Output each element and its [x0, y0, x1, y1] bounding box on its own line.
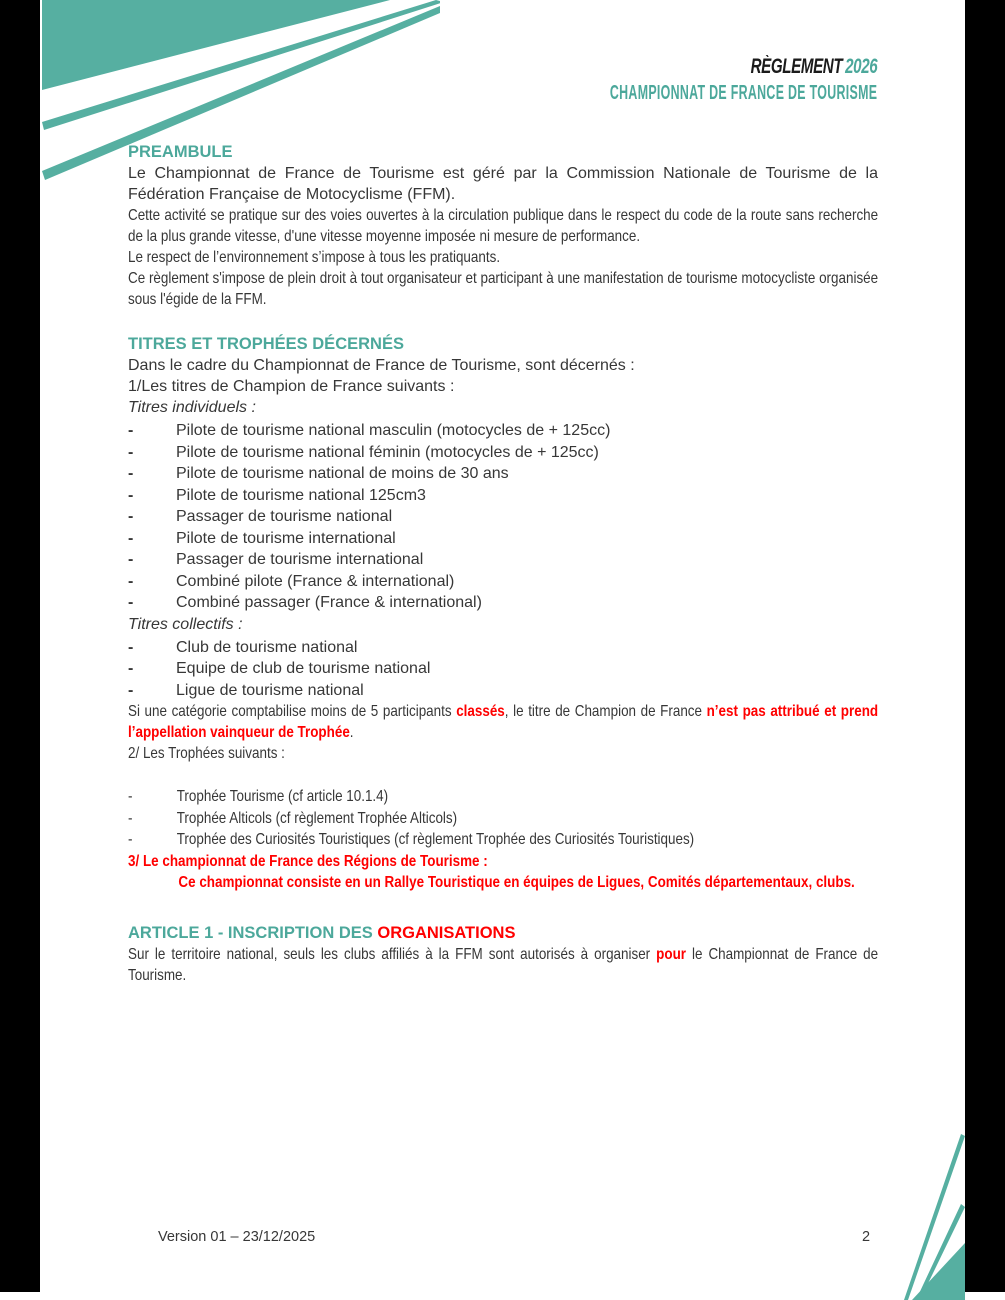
list-item-label: Combiné pilote (France & international): [176, 572, 455, 590]
paragraph-preambule-4: Ce règlement s'impose de plein droit à tout organisateur et participant à une manifestation de tourisme motocycliste organisée sous l'égide de la FFM.: [128, 270, 879, 308]
list-item: [128, 549, 878, 571]
list-trophees: [128, 786, 878, 851]
list-item-label: Ligue de tourisme national: [176, 681, 364, 699]
list-bullet: -: [128, 486, 134, 504]
article1-title-red: ORGANISATIONS: [377, 924, 516, 942]
list-bullet: -: [128, 422, 134, 439]
list-item: [128, 658, 878, 680]
list-item-label: Equipe de club de tourisme national: [176, 660, 431, 677]
paragraph-preambule-1: Le Championnat de France de Tourisme est géré par la Commission Nationale de Tourisme de la Fédération Française de Motocyclisme (FFM).: [128, 165, 878, 203]
paragraph-titres-intro-1: Dans le cadre du Championnat de France de Tourisme, sont décernés :: [128, 357, 635, 374]
list-bullet: -: [128, 529, 134, 547]
list-item: [128, 637, 878, 659]
label-titres-collectifs: Titres collectifs :: [128, 615, 243, 633]
right-black-bar: [965, 0, 1005, 1292]
list-item-label: Combiné passager (France & international): [176, 594, 482, 611]
list-item-label: Pilote de tourisme national féminin (motocycles de + 125cc): [176, 443, 599, 461]
article1-title-teal: ARTICLE 1 - INSCRIPTION DES: [128, 924, 378, 942]
brand-name: RÈGLEMENT: [750, 55, 842, 78]
list-item-label: Passager de tourisme national: [176, 508, 393, 525]
list-item: [128, 442, 878, 464]
list-bullet: -: [128, 809, 133, 827]
article1-paragraph: [128, 944, 878, 986]
list-item: [128, 680, 878, 702]
list-titres-collectifs: [128, 637, 878, 702]
paragraph-preambule-2: Cette activité se pratique sur des voies ouvertes à la circulation publique dans le respect du code de la route sans recherche de la plus grande vitesse, d'une vitesse moyenne imposée ni mesure de performance.: [128, 207, 879, 245]
list-item: [128, 829, 878, 851]
list-bullet: -: [128, 638, 134, 656]
list-item: [128, 786, 878, 808]
brand-title: [566, 55, 877, 79]
paragraph-preambule-3: Le respect de l’environnement s’impose à tous les pratiquants.: [128, 249, 501, 266]
section-title-regions: 3/ Le championnat de France des Régions de Tourisme :: [128, 852, 488, 870]
list-bullet: -: [128, 443, 134, 461]
list-item-label: Trophée des Curiosités Touristiques (cf règlement Trophée des Curiosités Touristiques): [176, 831, 695, 848]
brand-subtitle: CHAMPIONNAT DE FRANCE DE TOURISME: [609, 82, 877, 104]
note-emphasis: classés: [456, 703, 505, 720]
list-bullet: -: [128, 572, 134, 590]
list-item: [128, 571, 878, 593]
list-item-label: Club de tourisme national: [176, 638, 358, 656]
list-item: [128, 485, 878, 507]
footer-version: Version 01 – 23/12/2025: [158, 1229, 316, 1245]
list-bullet: -: [128, 788, 133, 805]
corner-stripes-bottom-right-icon: [895, 1120, 965, 1300]
list-bullet: -: [128, 508, 134, 525]
list-bullet: -: [128, 660, 134, 677]
list-item: [128, 420, 878, 442]
list-bullet: -: [128, 681, 134, 699]
page-number: 2: [862, 1229, 871, 1245]
brand-logo: [446, 55, 877, 105]
note-text: Si une catégorie comptabilise moins de 5 participants: [128, 703, 457, 720]
note-emphasis: n’est pas attribué et prend l’appellation vainqueur de Trophée: [128, 703, 879, 741]
list-bullet: -: [128, 594, 134, 611]
note-text: , le titre de Champion de France: [504, 703, 707, 720]
article1-emphasis: pour: [656, 946, 687, 963]
list-item-label: Pilote de tourisme national 125cm3: [176, 486, 426, 504]
note-text: .: [349, 724, 354, 741]
section-title-titres: TITRES ET TROPHÉES DÉCERNÉS: [128, 335, 404, 353]
paragraph-titres-intro-2: 1/Les titres de Champion de France suivants :: [128, 378, 455, 395]
list-item: [128, 506, 878, 528]
list-item-label: Passager de tourisme international: [176, 551, 424, 568]
list-item: [128, 528, 878, 550]
left-black-bar: [0, 0, 40, 1292]
list-titres-individuels: [128, 420, 878, 614]
list-item: [128, 592, 878, 614]
list-bullet: -: [128, 465, 134, 482]
article1-title: [128, 923, 878, 944]
list-item-label: Trophée Tourisme (cf article 10.1.4): [176, 788, 389, 805]
list-item-label: Trophée Alticols (cf règlement Trophée Alticols): [176, 809, 458, 827]
paragraph-trophees-intro: 2/ Les Trophées suivants :: [128, 745, 285, 762]
document-body: [128, 142, 878, 986]
section-title-preambule: PREAMBULE: [128, 143, 233, 161]
list-item-label: Pilote de tourisme national de moins de 30 ans: [176, 465, 509, 482]
regions-paragraph: Ce championnat consiste en un Rallye Touristique en équipes de Ligues, Comités départementaux, clubs.: [178, 873, 855, 891]
list-bullet: -: [128, 831, 133, 848]
list-bullet: -: [128, 551, 134, 568]
list-item-label: Pilote de tourisme national masculin (motocycles de + 125cc): [176, 422, 611, 439]
brand-year: 2026: [844, 55, 877, 78]
article1-text: Sur le territoire national, seuls les clubs affiliés à la FFM sont autorisés à organiser: [128, 946, 657, 963]
article1-text: le Championnat de France de Tourisme.: [128, 946, 879, 984]
list-item: [128, 808, 878, 830]
list-item: [128, 463, 878, 485]
list-item-label: Pilote de tourisme international: [176, 529, 396, 547]
note-paragraph: [128, 701, 878, 743]
label-titres-individuels: Titres individuels :: [128, 399, 256, 416]
